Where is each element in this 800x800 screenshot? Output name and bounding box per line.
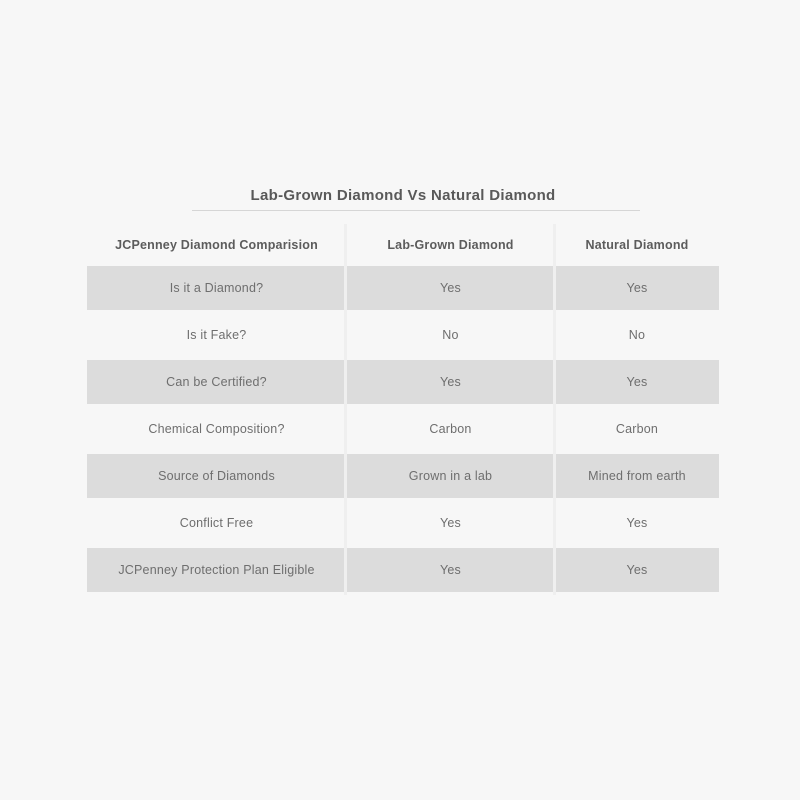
table-row: [87, 266, 719, 310]
table-row: [87, 501, 719, 545]
row-feature-label: Conflict Free: [179, 516, 254, 530]
cell-natural-value: Mined from earth: [555, 454, 719, 498]
cell-natural-value: Yes: [555, 360, 719, 404]
header-cell-natural: Natural Diamond: [585, 238, 689, 252]
cell-natural-value: Carbon: [615, 422, 659, 436]
comparison-table: [87, 224, 719, 595]
cell-lab-grown-value: Carbon: [429, 422, 472, 436]
column-divider: [553, 224, 556, 595]
table-row: [87, 313, 719, 357]
header-cell-lab-grown: Lab-Grown Diamond: [387, 238, 514, 252]
cell-lab-grown-value: Yes: [346, 548, 555, 592]
title-underline: [192, 210, 640, 211]
row-feature-label: Can be Certified?: [87, 360, 346, 404]
row-feature-label: Is it a Diamond?: [87, 266, 346, 310]
table-row: [87, 407, 719, 451]
page-title: Lab-Grown Diamond Vs Natural Diamond: [250, 187, 556, 204]
row-feature-label: Chemical Composition?: [148, 422, 285, 436]
row-feature-label: JCPenney Protection Plan Eligible: [87, 548, 346, 592]
cell-natural-value: No: [628, 328, 646, 342]
table-row: [87, 548, 719, 592]
cell-lab-grown-value: Yes: [440, 516, 461, 530]
header-cell-comparison: JCPenney Diamond Comparision: [115, 238, 318, 252]
cell-lab-grown-value: Grown in a lab: [346, 454, 555, 498]
cell-lab-grown-value: Yes: [346, 266, 555, 310]
table-row: [87, 360, 719, 404]
row-feature-label: Source of Diamonds: [87, 454, 346, 498]
cell-lab-grown-value: Yes: [346, 360, 555, 404]
row-feature-label: Is it Fake?: [186, 328, 247, 342]
table-row: [87, 454, 719, 498]
table-header-row: [87, 224, 719, 266]
cell-natural-value: Yes: [555, 548, 719, 592]
column-divider: [344, 224, 347, 595]
cell-natural-value: Yes: [626, 516, 648, 530]
cell-natural-value: Yes: [555, 266, 719, 310]
cell-lab-grown-value: No: [442, 328, 459, 342]
